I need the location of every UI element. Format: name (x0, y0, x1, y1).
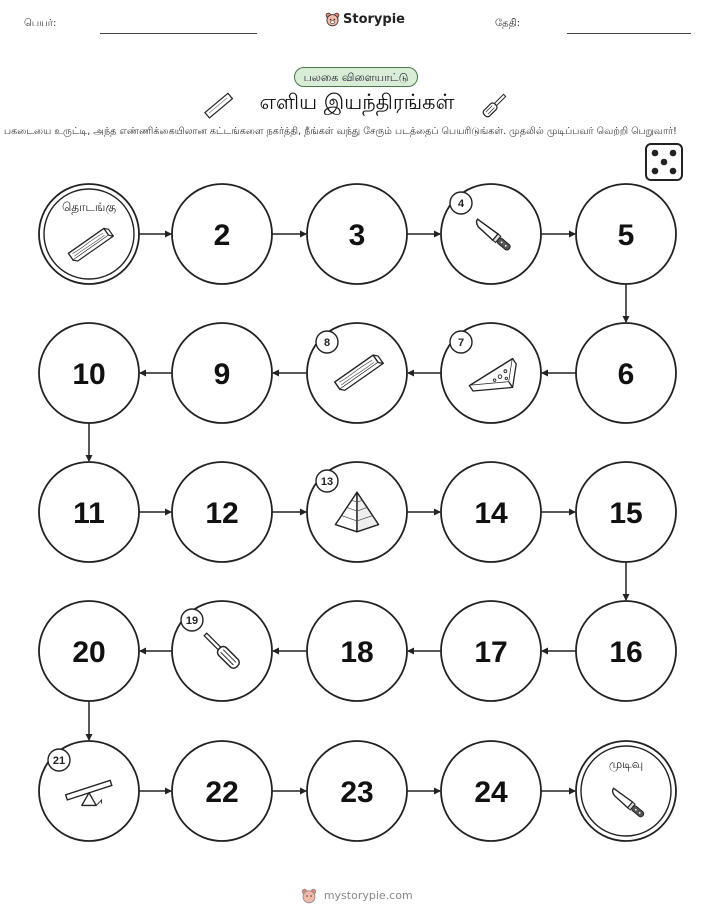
space-number: 7 (457, 337, 465, 349)
space-number: 8 (323, 337, 331, 349)
space-number: 6 (617, 358, 635, 391)
date-label: தேதி: (495, 18, 521, 29)
space-number: 19 (185, 615, 199, 627)
instructions-text: பகடையை உருட்டி, அந்த எண்ணிக்கையிலான கட்டங்களை நகர்த்தி, நீங்கள் வந்து சேரும் படத்தைப் பெயரிடுங்கள். முதலில் முடிப்பவர் வெற்றி பெறுவார்! (4, 126, 677, 137)
board-space-15[interactable] (576, 462, 676, 562)
footer (0, 888, 714, 904)
space-number: 5 (617, 219, 635, 252)
board-space-25[interactable] (576, 741, 676, 841)
board-space-19[interactable] (172, 601, 272, 701)
space-number: 13 (320, 476, 334, 488)
board-space-1[interactable] (39, 184, 139, 284)
board-space-3[interactable] (307, 184, 407, 284)
finish-label: முடிவு (608, 757, 644, 771)
board-space-2[interactable] (172, 184, 272, 284)
space-number: 23 (340, 776, 374, 809)
space-number: 9 (213, 358, 231, 391)
board-space-9[interactable] (172, 323, 272, 423)
space-number: 18 (340, 636, 374, 669)
start-label: தொடங்கு (61, 200, 117, 214)
space-number: 4 (457, 198, 465, 210)
board-space-18[interactable] (307, 601, 407, 701)
board-space-6[interactable] (576, 323, 676, 423)
page-title: எளிய இயந்திரங்கள் (259, 90, 455, 114)
space-number: 17 (474, 636, 508, 669)
space-circle (39, 184, 139, 284)
board-space-16[interactable] (576, 601, 676, 701)
board-space-5[interactable] (576, 184, 676, 284)
logo-text: Storypie (343, 12, 405, 27)
name-label: பெயர்: (24, 18, 57, 29)
board-game-badge: பலகை விளையாட்டு (294, 67, 418, 87)
space-number: 2 (213, 219, 231, 252)
board-space-13[interactable] (307, 462, 407, 562)
bear-logo-icon (301, 888, 317, 904)
board-space-22[interactable] (172, 741, 272, 841)
board-space-21[interactable] (39, 741, 139, 841)
space-number: 16 (609, 636, 643, 669)
space-number: 22 (205, 776, 239, 809)
board-space-7[interactable] (441, 323, 541, 423)
board-space-12[interactable] (172, 462, 272, 562)
board-space-24[interactable] (441, 741, 541, 841)
board-space-11[interactable] (39, 462, 139, 562)
space-number: 24 (474, 776, 508, 809)
space-number: 3 (348, 219, 366, 252)
footer-url: mystorypie.com (323, 889, 413, 902)
space-number: 15 (609, 497, 643, 530)
space-number: 20 (72, 636, 106, 669)
board-space-17[interactable] (441, 601, 541, 701)
board-space-8[interactable] (307, 323, 407, 423)
space-number: 14 (474, 497, 508, 530)
space-number: 12 (205, 497, 239, 530)
board-space-14[interactable] (441, 462, 541, 562)
space-number: 10 (72, 358, 106, 391)
space-number: 21 (52, 755, 66, 767)
space-circle (576, 741, 676, 841)
board-space-23[interactable] (307, 741, 407, 841)
board-space-4[interactable] (441, 184, 541, 284)
space-number: 11 (73, 497, 105, 530)
board-space-20[interactable] (39, 601, 139, 701)
board-space-10[interactable] (39, 323, 139, 423)
